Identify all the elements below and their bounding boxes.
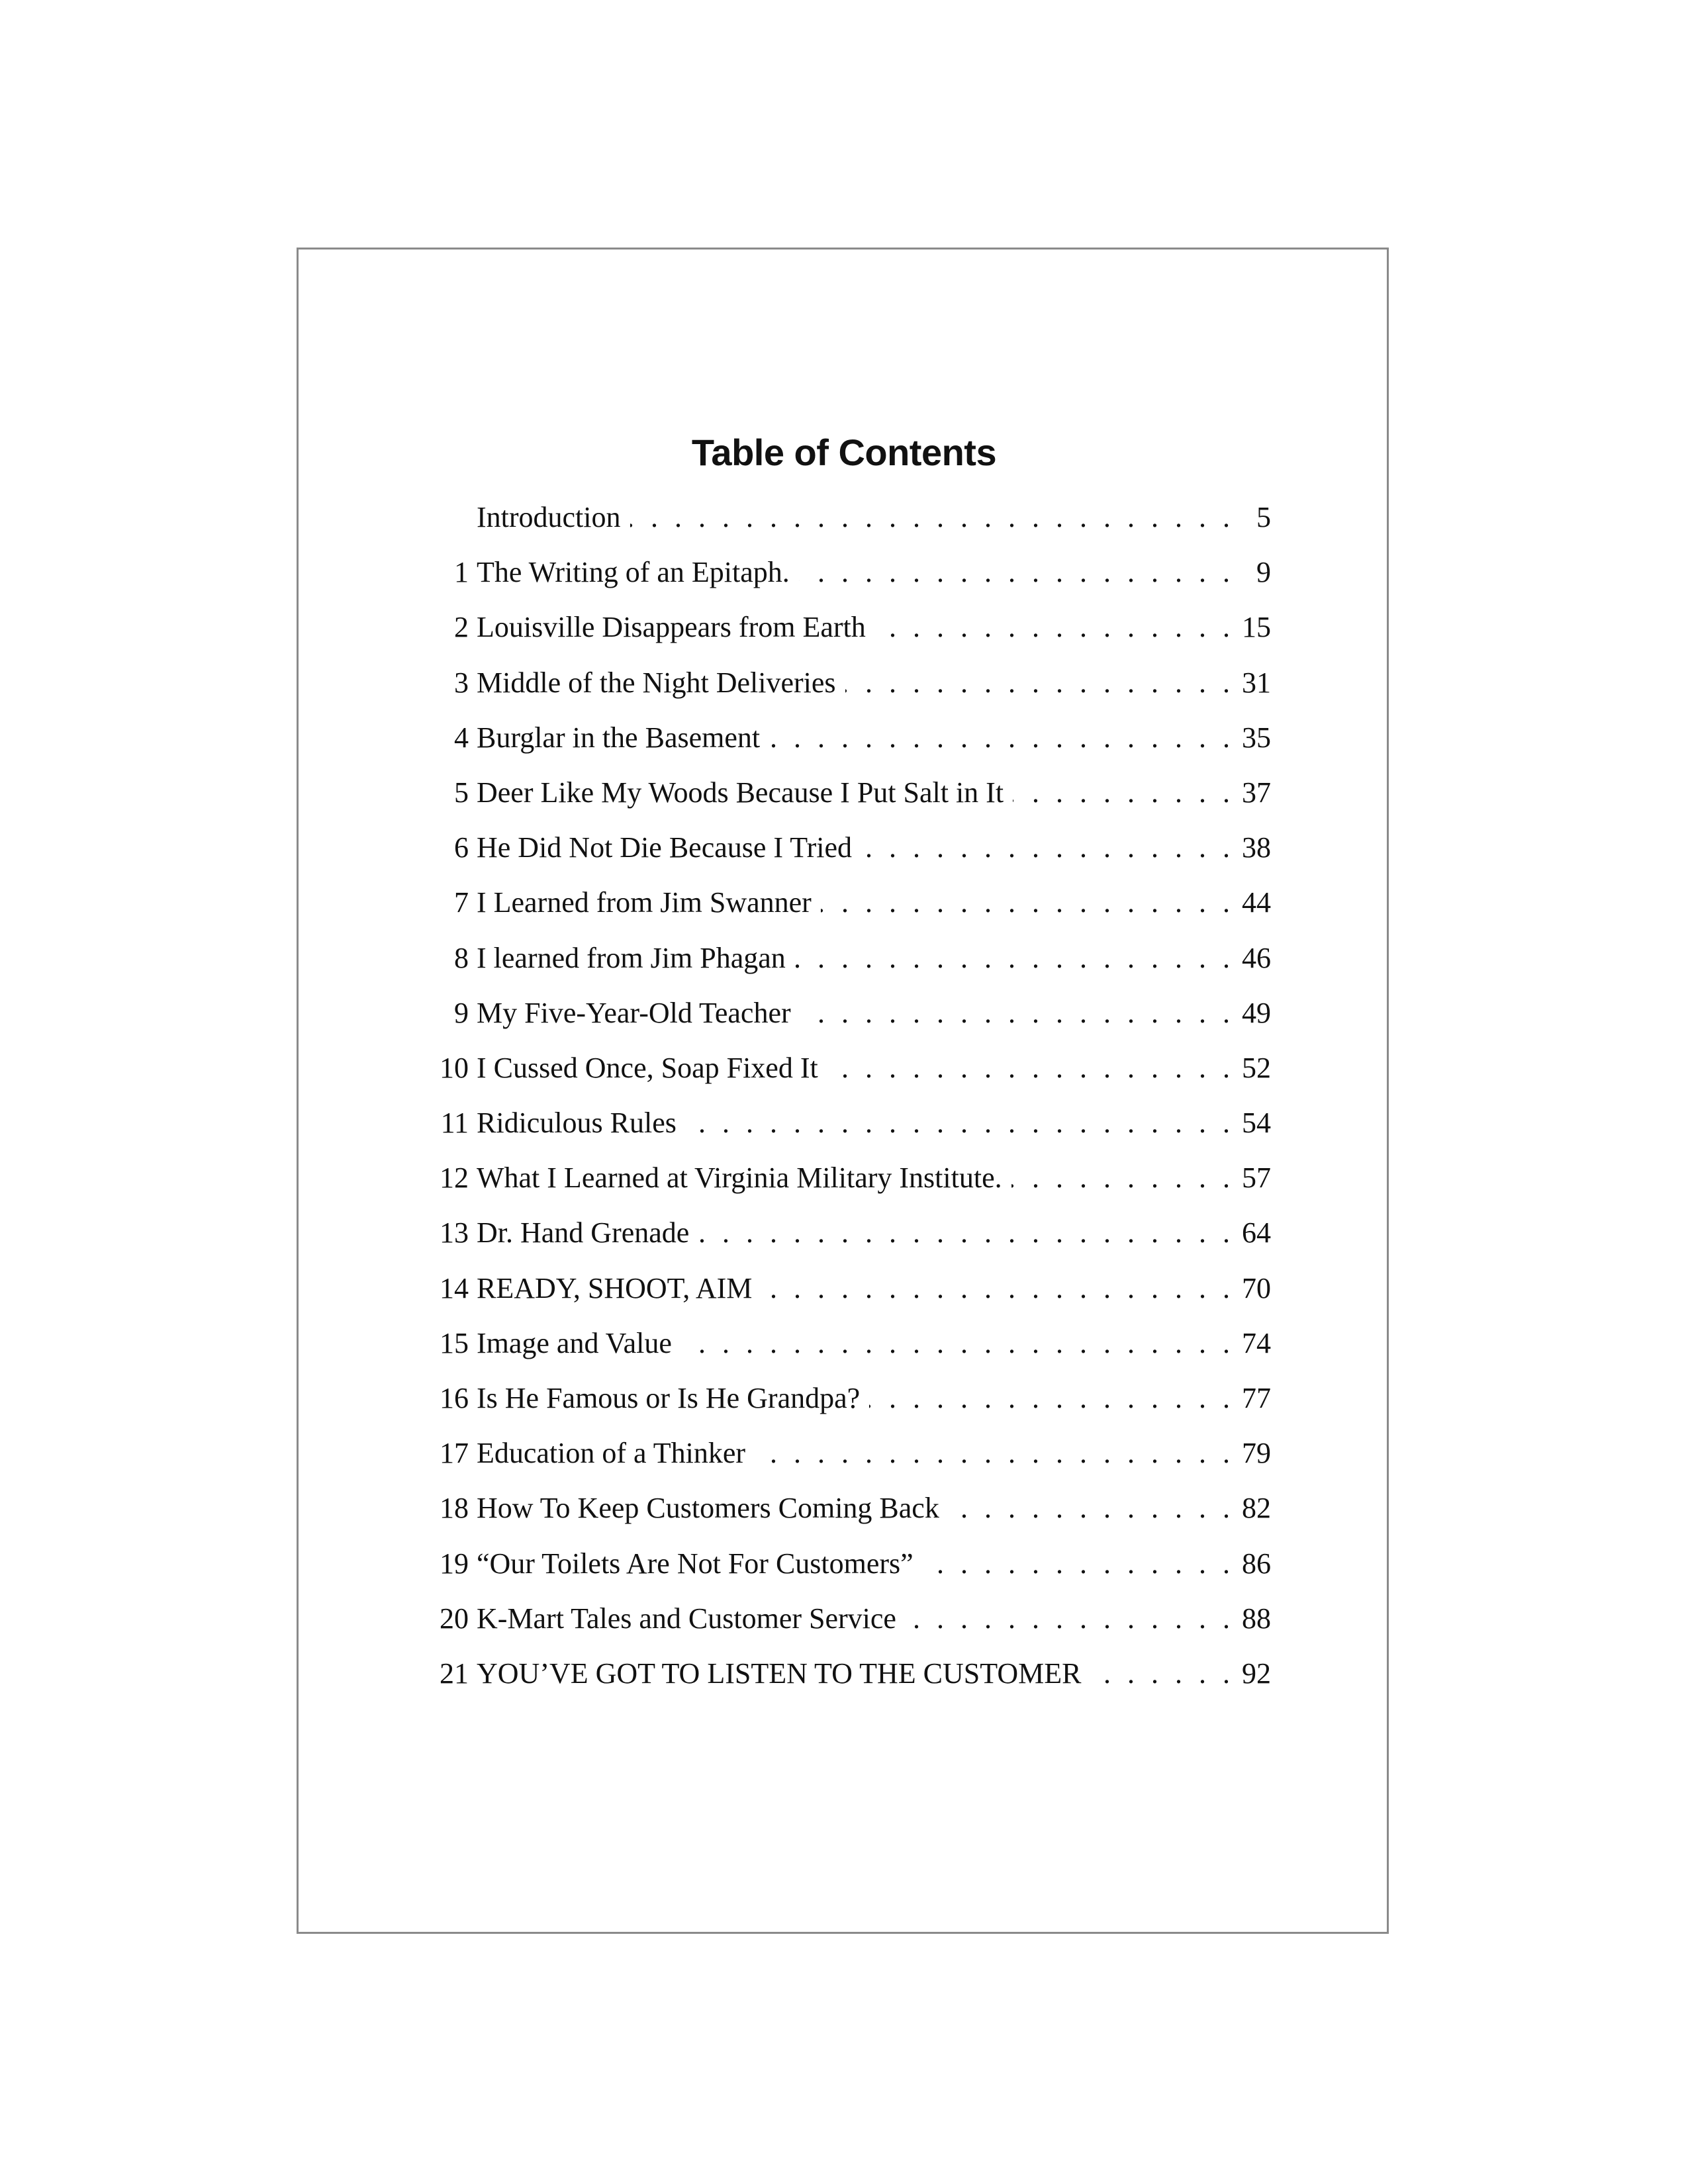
toc-entry-number: 3	[454, 666, 469, 699]
toc-dot-leader	[795, 938, 1230, 978]
toc-list	[424, 498, 1271, 1709]
toc-entry-title: Introduction	[477, 498, 630, 537]
toc-entry-page: 31	[1242, 666, 1271, 699]
toc-entry-title: My Five-Year-Old Teacher	[477, 993, 800, 1033]
toc-entry-page: 82	[1242, 1492, 1271, 1525]
toc-entry-title: Deer Like My Woods Because I Put Salt in It	[477, 773, 1013, 813]
toc-entry-title: Image and Value	[477, 1324, 681, 1363]
toc-entry-number: 15	[440, 1326, 469, 1359]
toc-dot-leader	[755, 1433, 1230, 1473]
toc-entry-title: I Cussed Once, Soap Fixed It	[477, 1048, 827, 1088]
toc-dot-leader	[906, 1599, 1230, 1639]
toc-entry-page: 79	[1242, 1437, 1271, 1470]
toc-entry	[424, 1048, 1271, 1103]
toc-entry	[424, 1103, 1271, 1158]
toc-entry	[424, 828, 1271, 883]
toc-entry-page: 74	[1242, 1326, 1271, 1359]
toc-entry	[424, 718, 1271, 773]
toc-entry-number: 4	[454, 721, 469, 754]
toc-entry-title: I Learned from Jim Swanner	[477, 883, 821, 923]
toc-dot-leader	[827, 1048, 1230, 1088]
toc-entry-title: K-Mart Tales and Customer Service	[477, 1599, 906, 1639]
toc-entry-title: Ridiculous Rules	[477, 1103, 686, 1143]
toc-dot-leader	[686, 1103, 1230, 1143]
toc-entry-number: 16	[440, 1382, 469, 1414]
toc-entry-number: 18	[440, 1492, 469, 1525]
toc-entry-page: 92	[1242, 1657, 1271, 1690]
toc-entry-number: 8	[454, 941, 469, 974]
toc-dot-leader	[875, 608, 1230, 647]
toc-title: Table of Contents	[691, 432, 997, 473]
toc-entry-page: 15	[1242, 611, 1271, 644]
toc-entry-page: 77	[1242, 1382, 1271, 1414]
toc-entry-number: 2	[454, 611, 469, 644]
toc-dot-leader	[698, 1213, 1230, 1253]
toc-entry-page: 5	[1256, 501, 1271, 533]
toc-entry	[424, 553, 1271, 608]
toc-entry-page: 44	[1242, 886, 1271, 919]
toc-entry-title: Is He Famous or Is He Grandpa?	[477, 1379, 869, 1418]
toc-entry-page: 88	[1242, 1602, 1271, 1635]
toc-entry-number: 14	[440, 1271, 469, 1304]
toc-dot-leader	[769, 718, 1230, 758]
toc-entry	[424, 993, 1271, 1048]
toc-entry	[424, 1324, 1271, 1379]
toc-entry-number: 19	[440, 1547, 469, 1580]
toc-entry	[424, 883, 1271, 938]
toc-entry-number: 21	[440, 1657, 469, 1690]
toc-entry	[424, 1158, 1271, 1213]
toc-entry-title: What I Learned at Virginia Military Institute.	[477, 1158, 1011, 1198]
toc-dot-leader	[845, 663, 1230, 703]
toc-entry-number: 11	[440, 1107, 469, 1140]
toc-entry-page: 57	[1242, 1161, 1271, 1195]
toc-entry	[424, 498, 1271, 553]
toc-dot-leader	[923, 1544, 1230, 1584]
toc-entry-page: 52	[1242, 1051, 1271, 1084]
toc-entry	[424, 1654, 1271, 1709]
toc-entry	[424, 1269, 1271, 1324]
toc-entry-page: 37	[1242, 776, 1271, 809]
toc-entry	[424, 1379, 1271, 1433]
toc-entry-title: YOU’VE GOT TO LISTEN TO THE CUSTOMER	[477, 1654, 1090, 1694]
toc-entry-page: 35	[1242, 721, 1271, 754]
toc-dot-leader	[681, 1324, 1230, 1363]
toc-entry	[424, 1433, 1271, 1488]
toc-entry	[424, 938, 1271, 993]
toc-dot-leader	[800, 993, 1230, 1033]
toc-entry-title: He Did Not Die Because I Tried	[477, 828, 861, 868]
toc-entry-number: 20	[440, 1602, 469, 1635]
toc-entry-number: 6	[454, 831, 469, 864]
toc-entry-title: Dr. Hand Grenade	[477, 1213, 698, 1253]
toc-entry-title: Middle of the Night Deliveries	[477, 663, 845, 703]
toc-entry-title: “Our Toilets Are Not For Customers”	[477, 1544, 923, 1584]
toc-entry-number: 17	[440, 1437, 469, 1470]
toc-dot-leader	[1013, 773, 1230, 813]
toc-entry-page: 38	[1242, 831, 1271, 864]
toc-entry-page: 86	[1242, 1547, 1271, 1580]
toc-entry-page: 64	[1242, 1216, 1271, 1250]
toc-entry	[424, 1599, 1271, 1654]
toc-entry	[424, 608, 1271, 662]
toc-entry	[424, 773, 1271, 828]
toc-entry-number: 9	[454, 996, 469, 1029]
toc-entry-page: 54	[1242, 1107, 1271, 1140]
toc-entry-number: 1	[454, 556, 469, 589]
toc-entry-title: I learned from Jim Phagan	[477, 938, 795, 978]
toc-entry-page: 46	[1242, 941, 1271, 974]
toc-entry	[424, 1488, 1271, 1543]
toc-dot-leader	[799, 553, 1230, 592]
toc-entry-title: How To Keep Customers Coming Back	[477, 1488, 949, 1528]
toc-dot-leader	[1090, 1654, 1230, 1694]
toc-entry-number: 10	[440, 1051, 469, 1084]
toc-dot-leader	[949, 1488, 1230, 1528]
toc-entry-page: 49	[1242, 996, 1271, 1029]
toc-dot-leader	[861, 828, 1230, 868]
toc-entry-number: 5	[454, 776, 469, 809]
toc-entry-title: Education of a Thinker	[477, 1433, 755, 1473]
toc-entry-title: Louisville Disappears from Earth	[477, 608, 875, 647]
toc-entry-title: The Writing of an Epitaph.	[477, 553, 799, 592]
toc-dot-leader	[821, 883, 1230, 923]
toc-entry-number: 7	[454, 886, 469, 919]
toc-dot-leader	[630, 498, 1230, 537]
toc-entry-number: 12	[440, 1161, 469, 1195]
toc-entry	[424, 1213, 1271, 1268]
toc-entry-title: Burglar in the Basement	[477, 718, 769, 758]
toc-dot-leader	[1011, 1158, 1230, 1198]
toc-entry-title: READY, SHOOT, AIM	[477, 1269, 761, 1308]
toc-entry-number: 13	[440, 1216, 469, 1250]
toc-entry	[424, 663, 1271, 718]
toc-entry-page: 70	[1242, 1271, 1271, 1304]
toc-entry-page: 9	[1256, 556, 1271, 589]
toc-dot-leader	[761, 1269, 1230, 1308]
toc-entry	[424, 1544, 1271, 1599]
toc-dot-leader	[869, 1379, 1230, 1418]
